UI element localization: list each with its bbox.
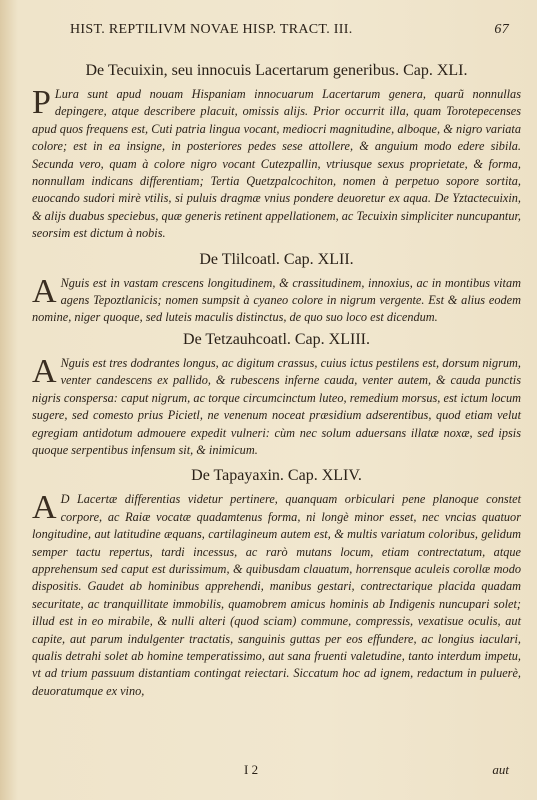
chapter-text-41 <box>32 86 521 243</box>
chapter-body: D Lacertæ differentias videtur pertinere, quanquam orbiculari pene planoque constet corpore, ac Raiæ vocatæ quadamtenus forma, ni longè minor esset, nec vncias quatuor longitudine, aut latitudine æquans, cartilagineum autem est, & multis variatum coloribus, gelidum semper tactu repertus, tardi incessus, ac rarò mutans locum, etiam contrectatum, atque apprehensum sed caput est durissimum, & quibusdam clauatum, horrensque aculeis corollæ modo dispositis. Gaudet ab hominibus apprehendi, manibus gestari, contrectarique placida quadam securitate, ac tranquillitate immobilis, quamobrem amicus hominis ab Indigenis nuncupari solet; illud est in eo mirabile, & nulli alteri (quod sciam) commune, compressis, vexatisue oculis, aut capite, aut parum indulgenter tractatis, sanguinis guttas per eos effundere, ac longius iaculari, qualis detrahi solet ab homine temperatissimo, aut sana fruenti valetudine, tanto interdum impetu, vt ad trium passuum distantiam contingat reiectari. Siccatum hoc ad ignem, redactum in puluerè, deuoratumque ex vino, <box>32 492 521 698</box>
chapter-text-43 <box>32 352 521 459</box>
running-head-title: HIST. REPTILIVM NOVAE HISP. TRACT. III. <box>70 22 353 37</box>
chapter-body: Nguis est in vastam crescens longitudinem, & crassitudinem, innoxius, ac in montibus vitam agens Tepoztlanicis; nomen sumpsit à cyaneo colore in nigrum vergente. Est & alius eodem nomine, niger quoque, sed luteis maculis distinctus, de quo suo loco est dicendum. <box>32 275 521 325</box>
chapter-heading-42: De Tlilcoatl. Cap. XLII. <box>199 250 354 268</box>
catchword: aut <box>492 762 509 777</box>
chapter-heading-44: De Tapayaxin. Cap. XLIV. <box>191 467 362 485</box>
chapter-body: Nguis est tres dodrantes longus, ac digitum crassus, cuius ictus pestilens est, dorsum nigrum, venter candescens ex pallido, & rubescens inferne cauda, venter autem, & cauda punctis nigris conspersa: caput nigrum, ac torque circumcinctum luteo, remedium morsus, est ictum locum sugere, sed comesto prius Picietl, ne venenum noceat præsidium adserentibus, quod etiam velut egregiam antidotum admouere expedit vulneri: cùm nec solum aduersans illatæ noxæ, sed ipsis quoque serpentibus infensum sit, & inimicum. <box>32 355 521 457</box>
chapter-text-42 <box>32 272 521 327</box>
drop-initial: A <box>32 352 57 390</box>
chapter-body: Lura sunt apud nouam Hispaniam innocuarum Lacertarum genera, quarũ nonnullas depingere, atque describere placuit, omissis alijs. Prior occurrit illa, quam Torotepecenses apud quos frequens est, Cuti patria lingua vocant, mediocri magnitudine, alboque, & nigro variata colore; est in ea insigne, in posteriores pedes sese attollere, & anguium modo edere sibila. Secunda vero, quam à colore nigro vocant Cutezpallin, vtriusque sexus proprietate, & forma, nonnullam indicans differentiam; Tertia Quetzpalcochiton, nomen à perpetuo sopore sortita, euocando sudori mirè vtilis, si puluis dragmæ vnius pondere deuoretur ex aqua. De Yztactecuixin, & alijs duabus speciebus, quæ generis retinent appellationem, ac Tecuixin simpliciter nuncupantur, seorsim est dictum à nobis. <box>32 87 521 241</box>
drop-initial: P <box>32 84 51 121</box>
chapter-text-44 <box>32 491 521 700</box>
drop-initial: A <box>32 272 57 310</box>
page-content <box>32 46 521 700</box>
page-number: 67 <box>494 22 509 37</box>
chapter-heading-43: De Tetzauhcoatl. Cap. XLIII. <box>183 330 370 348</box>
signature-mark: I 2 <box>244 762 259 777</box>
drop-initial: A <box>32 489 57 527</box>
chapter-heading-41: De Tecuixin, seu innocuis Lacertarum generibus. Cap. XLI. <box>85 62 468 79</box>
page-footer <box>32 762 509 786</box>
running-head <box>70 22 509 38</box>
